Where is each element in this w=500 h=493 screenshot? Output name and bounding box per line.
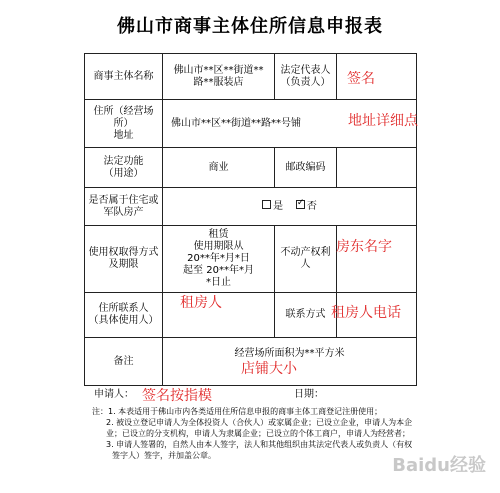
phone-annotation: 租房人电话: [331, 305, 401, 321]
note-line: 3. 申请人签署的，自然人由本人签字，法人和其他组织由其法定代表人或负责人（有权: [106, 440, 413, 449]
address-value: 佛山市**区**街道**路**号铺: [163, 100, 417, 148]
note-line: 2. 被设立登记申请人为全体投资人（合伙人）或家属企业；已设立企业，申请人为本企: [106, 418, 413, 427]
date-label: 日期：: [294, 389, 324, 400]
note-line: 业；已设立的分支机构，申请人为隶属企业；已设立的个体工商户，申请人为经营者；: [106, 429, 410, 438]
row-residential: [85, 188, 417, 226]
address-label: 住所（经营场所） 地址: [85, 100, 163, 148]
contact-annotation: 租房人: [180, 295, 222, 311]
option-no: 否: [306, 200, 317, 212]
contact-label: 住所联系人 （具体使用人）: [85, 293, 163, 338]
owner-label: 不动产权利人: [275, 226, 337, 293]
rep-annotation: 签名: [347, 71, 375, 87]
right-label: 使用权取得方式 及期限: [85, 226, 163, 293]
remark-label: 备注: [85, 338, 163, 386]
checkbox-no-checked[interactable]: [296, 200, 305, 209]
remark-value: 经营场所面积为**平方米: [163, 338, 417, 386]
phone-label: 联系方式: [275, 293, 337, 338]
function-label: 法定功能 （用途）: [85, 148, 163, 188]
residential-options: [163, 188, 417, 226]
remark-annotation: 店铺大小: [241, 361, 297, 377]
address-annotation: 地址详细点: [348, 113, 418, 129]
notes: [92, 406, 412, 461]
name-label: 商事主体名称: [85, 54, 163, 100]
residential-label: 是否属于住宅或 军队房产: [85, 188, 163, 226]
note-line: 签字人）签字，并加盖公章。: [112, 451, 216, 460]
postcode-label: 邮政编码: [275, 148, 337, 188]
postcode-value[interactable]: [337, 148, 417, 188]
function-value: 商业: [163, 148, 275, 188]
watermark-logo: Baidu经验: [392, 455, 486, 476]
name-value: 佛山市**区**街道** 路**服装店: [163, 54, 275, 100]
form-title: 佛山市商事主体住所信息申报表: [117, 16, 383, 37]
applicant-label: 申请人：: [94, 389, 134, 400]
row-function: [85, 148, 417, 188]
note-line: 注：1. 本表适用于佛山市内各类适用住所信息申报的商事主体工商登记注册使用；: [92, 407, 383, 416]
applicant-annotation: 签名按指模: [142, 388, 212, 404]
declaration-table: [84, 53, 417, 386]
option-yes: 是: [273, 200, 284, 212]
owner-annotation: 房东名字: [336, 239, 392, 255]
checkbox-yes[interactable]: [262, 200, 271, 209]
rep-label: 法定代表人 （负责人）: [275, 54, 337, 100]
right-value: 租赁 使用期限从 20**年*月*日 起至 20**年*月 *日止: [163, 226, 275, 293]
